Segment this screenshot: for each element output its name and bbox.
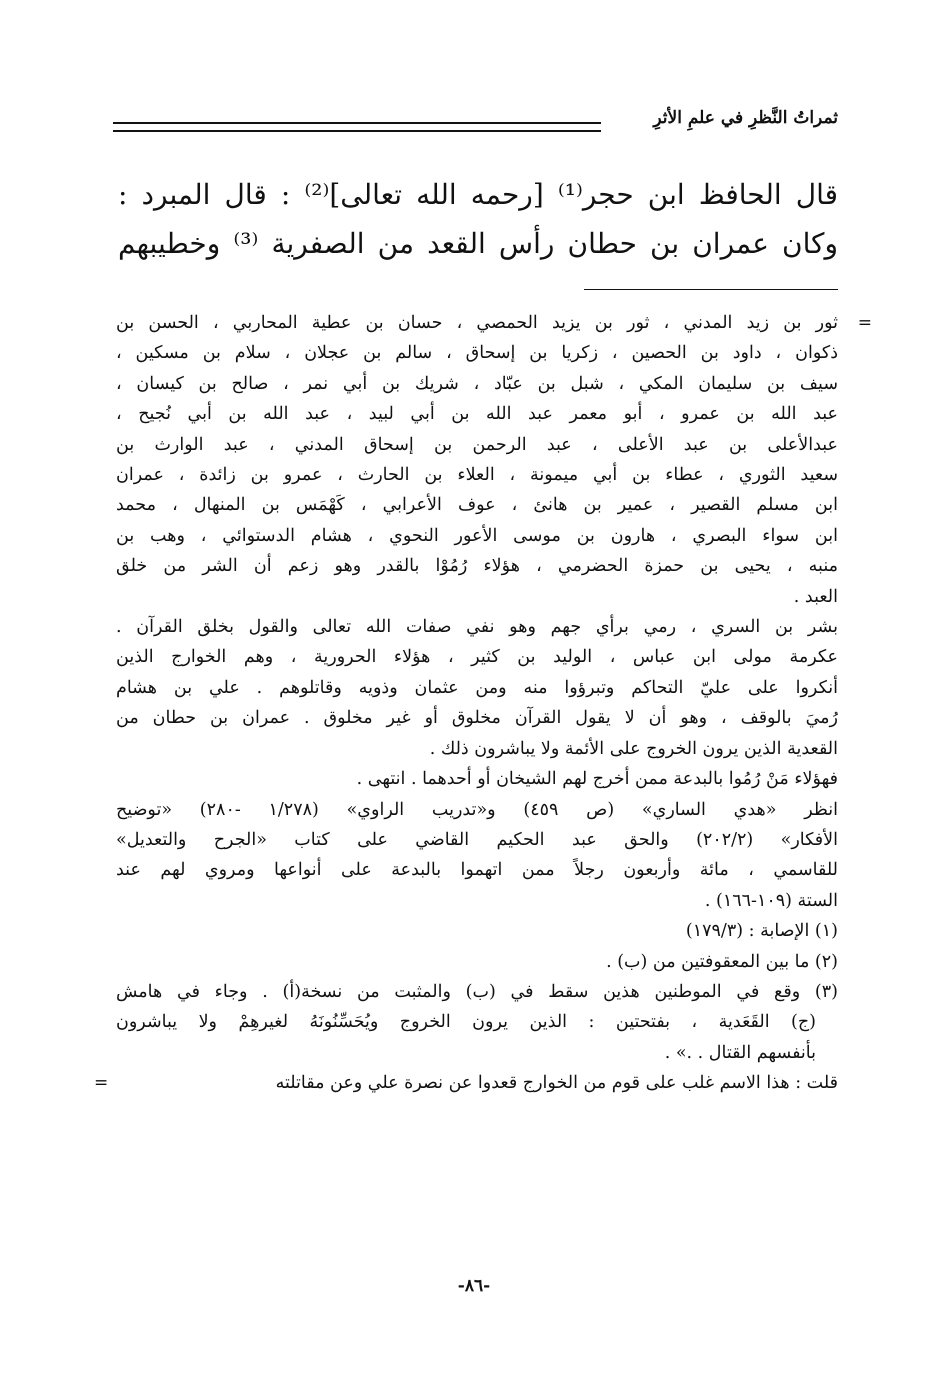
continuation-marker: = xyxy=(857,313,872,333)
footnote-line: فهؤلاء مَنْ رُمُوا بالبدعة ممن أخرج لهم الشيخان أو أحدهما . انتهى . xyxy=(356,769,838,790)
footnote-line: سيف بن سليمان المكي ، شبل بن عبّاد ، شريك بن أبي نمر ، صالح بن كيسان ، xyxy=(116,373,838,394)
header-double-rule xyxy=(113,122,601,132)
footnote-line: بشر بن السري ، رمي برأي جهم وهو نفي صفات الله تعالى والقول بخلق القرآن . xyxy=(116,617,838,638)
footnote-3 xyxy=(116,977,838,1068)
main-text-line: وكان عمران بن حطان رأس القعد من الصفرية ⁽³⁾ وخطيبهم xyxy=(118,227,839,260)
footnote-notes xyxy=(116,916,838,977)
footnote-line: الأفكار» (٢٠٢/٢) والحق عبد الحكيم القاضي على كتاب «الجرح والتعديل» xyxy=(116,829,838,850)
page-number: -٨٦- xyxy=(457,1276,491,1296)
footnote-line: أنكروا على عليّ التحاكم وتبرؤوا منه ومن عثمان وذويه وقاتلوهم . علي بن هشام xyxy=(116,677,838,698)
footnote-line: رُميَ بالوقف ، وهو أن لا يقول القرآن مخلوق أو غير مخلوق . عمران بن حطان من xyxy=(116,708,838,729)
footnote-line: (ج) القَعَدية ، بفتحتين : الذين يرون الخروج ويُحَسِّنُونَهُ لغيرهِمْ ولا يباشرون xyxy=(116,1012,816,1033)
footnote-line: سعيد الثوري ، عطاء بن أبي ميمونة ، العلاء بن الحارث ، عمرو بن زائدة ، عمران xyxy=(116,465,838,486)
footnote-last-line xyxy=(94,1068,838,1098)
running-header-title: ثمراتُ النَّظرِ في علمِ الأثرِ xyxy=(653,108,838,128)
footnote-line: القعدية الذين يرون الخروج على الأئمة ولا يباشرون ذلك . xyxy=(429,738,838,759)
footnote-references xyxy=(116,795,838,917)
footnote-line: للقاسمي ، مائة وأربعون رجلاً ممن اتهموا بالبدعة على أنواعها ومروي لهم عند xyxy=(116,860,838,881)
footnote-divider xyxy=(584,289,838,290)
footnote-line: (٣) وقع في الموطنين هذين سقط في (ب) والمثبت من نسخة(أ) . وجاء في هامش xyxy=(116,981,838,1002)
footnote-line: انظر «هدي الساري» (ص ٤٥٩) و«تدريب الراوي» (١/٢٧٨ -٢٨٠) «توضيح xyxy=(116,799,838,820)
footnote-paragraph xyxy=(116,612,838,794)
footnote-line: عبد الله بن عمرو ، أبو معمر عبد الله بن أبي لبيد ، عبد الله بن أبي نُجيح ، xyxy=(116,404,838,425)
footnote-line: عبدالأعلى بن عبد الأعلى ، عبد الرحمن بن إسحاق المدني ، عبد الوارث بن xyxy=(116,434,838,455)
footnote-line: ذكوان ، داود بن الحصين ، زكريا بن إسحاق ، سالم بن عجلان ، سلام بن مسكين ، xyxy=(116,343,838,364)
footnote-line: ابن سواء البصري ، هارون بن موسى الأعور النحوي ، هشام الدستوائي ، وهب بن xyxy=(116,525,838,546)
continuation-marker-end: = xyxy=(94,1073,109,1094)
main-text-line: قال الحافظ ابن حجر⁽¹⁾ [رحمه الله تعالى]⁽²⁾ : قال المبرد : xyxy=(118,178,838,211)
footnote-line: الستة (١٠٩-١٦٦) . xyxy=(704,890,838,911)
footnote-line: ثور بن زيد المدني ، ثور بن يزيد الحمصي ، حسان بن عطية المحاربي ، الحسن بن xyxy=(116,313,838,333)
running-header xyxy=(113,108,838,144)
footnotes xyxy=(94,308,872,1099)
main-text xyxy=(118,170,838,268)
footnote-line: بأنفسهم القتال . .» . xyxy=(664,1042,816,1063)
footnote-line: عكرمة مولى ابن عباس ، الوليد بن كثير ، هؤلاء الحرورية ، وهم الخوارج الذين xyxy=(116,647,838,668)
footnote-line: منبه ، يحيى بن حمزة الحضرمي ، هؤلاء رُمُوْا بالقدر وهو زعم أن الشر من خلق xyxy=(116,556,838,577)
footnote-1: (١) الإصابة : (١٧٩/٣) xyxy=(685,921,838,942)
footnote-line: العبد . xyxy=(793,586,838,607)
footnote-line: قلت : هذا الاسم غلب على قوم من الخوارج قعدوا عن نصرة علي وعن مقاتلته xyxy=(275,1073,838,1094)
footnote-continuation-block xyxy=(116,308,872,612)
footnote-line: ابن مسلم القصير ، عمير بن هانئ ، عوف الأعرابي ، كَهْمَس بن المنهال ، محمد xyxy=(116,495,838,516)
footnote-2: (٢) ما بين المعقوفتين من (ب) . xyxy=(606,951,838,972)
